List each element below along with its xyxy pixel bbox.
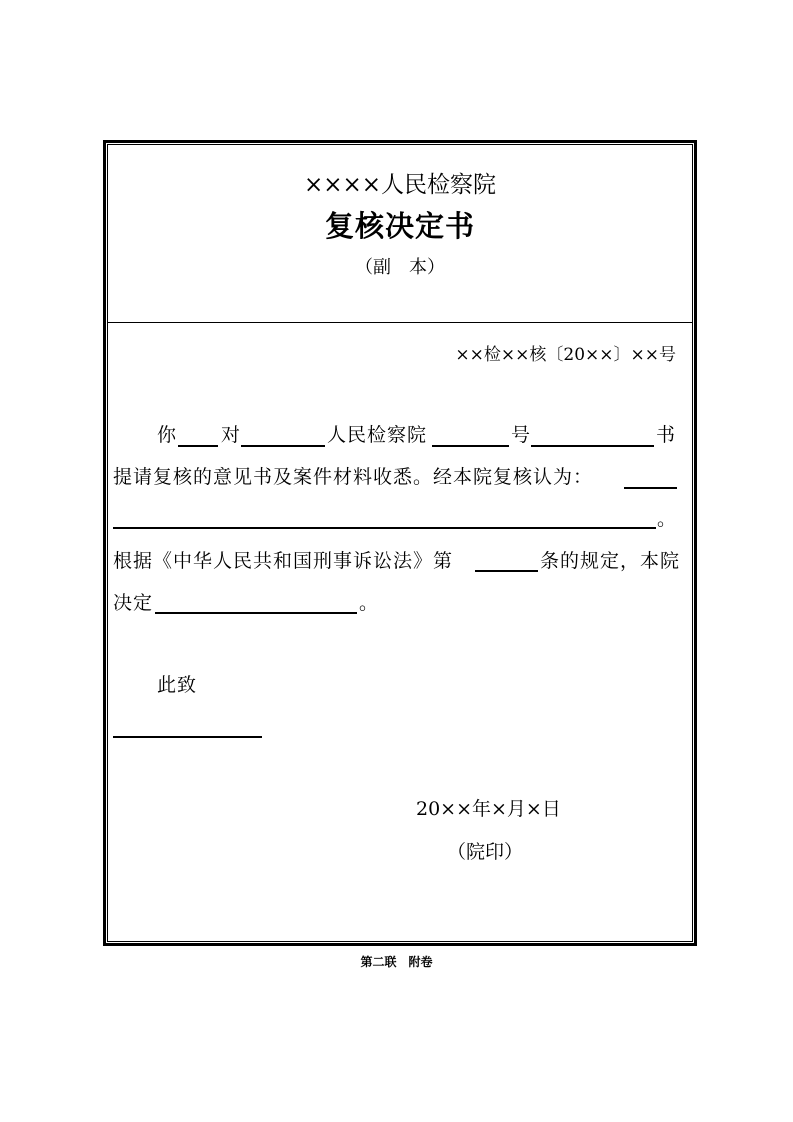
body-line-4-end: 条的规定，本院: [540, 550, 681, 572]
blank-opinion[interactable]: [113, 527, 656, 529]
closing-text: 此致: [157, 674, 198, 696]
organization-name: ××××人民检察院: [303, 172, 497, 198]
word-procuratorate: 人民检察院: [327, 424, 428, 446]
blank-opinion-start[interactable]: [624, 487, 677, 489]
header-divider: [107, 322, 693, 323]
footer-copy-note: 第二联 附卷: [360, 955, 433, 969]
copy-label: （副 本）: [355, 257, 445, 278]
document-number: ××检××核〔20××〕××号: [455, 345, 676, 365]
document-title: 复核决定书: [324, 209, 475, 243]
word-hao: 号: [511, 424, 532, 446]
word-ni: 你: [157, 424, 178, 446]
blank-recipient[interactable]: [178, 445, 218, 447]
word-shu: 书: [656, 424, 677, 446]
line-3-period: 。: [657, 508, 678, 530]
blank-document-name[interactable]: [531, 445, 654, 447]
word-decide: 决定: [113, 592, 154, 614]
signature-date: 20××年×月×日: [416, 798, 561, 820]
body-line-4-start: 根据《中华人民共和国刑事诉讼法》第: [113, 550, 454, 572]
blank-decision[interactable]: [155, 612, 357, 614]
seal-label: （院印）: [447, 841, 524, 863]
blank-case-number[interactable]: [432, 445, 509, 447]
line-5-period: 。: [359, 592, 380, 614]
blank-procuratorate-name[interactable]: [241, 445, 325, 447]
word-dui: 对: [221, 424, 242, 446]
body-line-2: 提请复核的意见书及案件材料收悉。经本院复核认为：: [113, 466, 594, 488]
blank-article-number[interactable]: [475, 570, 538, 572]
blank-addressee[interactable]: [113, 736, 262, 738]
